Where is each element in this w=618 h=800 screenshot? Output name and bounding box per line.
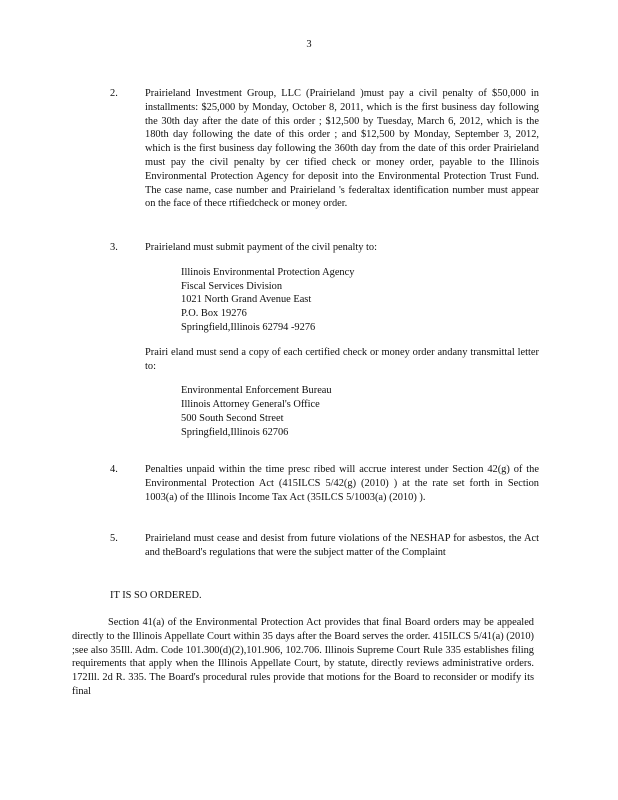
page-number: 3 — [306, 39, 312, 50]
address-line: Illinois Environmental Protection Agency — [181, 266, 355, 278]
bureau-address — [181, 384, 539, 439]
address-line: Illinois Attorney General's Office — [181, 399, 320, 411]
address-line: 1021 North Grand Avenue East — [181, 294, 312, 306]
agency-address — [181, 266, 539, 335]
item-text: Prairieland must cease and desist from future violations of the NESHAP for asbestos, the Act and theBoard's regulations that were the subject matter of the Complaint — [145, 533, 539, 558]
item-number: 5. — [110, 533, 118, 544]
address-line: Springfield,Illinois 62794 -9276 — [181, 321, 316, 333]
address-line: Springfield,Illinois 62706 — [181, 426, 289, 438]
item-number: 2. — [110, 88, 118, 99]
item-text: Penalties unpaid within the time presc ribed will accrue interest under Section 42(g) of the Environmental Protection Act (415ILCS 5/42(g) (2010) ) at the rate set forth in Section 1003(a) of the Illinois Income Tax Act (35ILCS 5/1003(a) (2010) ). — [145, 464, 539, 503]
address-line: 500 South Second Street — [181, 412, 284, 424]
closing-paragraph-block — [72, 616, 534, 699]
address-line: Environmental Enforcement Bureau — [181, 385, 332, 397]
closing-paragraph: Section 41(a) of the Environmental Protection Act provides that final Board orders may be appealed directly to the Illinois Appellate Court within 35 days after the Board serves the order. 415ILCS 5/41(a) (2010) ;see also 35Ill. Adm. Code 101.300(d)(2),101.906, 102.706. Illinois Supreme Court Rule 335 establishes filing requirements that apply when the Illinois Appellate Court, by statute, directly reviews administrative orders. 172Ill. 2d R. 335. The Board's procedural rules provide that motions for the Board to reconsider or modify its final — [72, 617, 534, 697]
address-line: Fiscal Services Division — [181, 280, 283, 292]
item-middle-text: Prairi eland must send a copy of each certified check or money order andany transmittal letter to: — [145, 346, 539, 372]
so-ordered-heading: IT IS SO ORDERED. — [110, 590, 202, 601]
address-line: P.O. Box 19276 — [181, 308, 247, 320]
item-number: 3. — [110, 242, 118, 253]
item-text: Prairieland Investment Group, LLC (Prairieland )must pay a civil penalty of $50,000 in installments: $25,000 by Monday, October 8, 2011, which is the first business day following the 30th day after the date of this order ; $12,500 by Tuesday, March 6, 2012, which is the 180th day following the date of this order ; and $12,500 by Monday, September 3, 2012, which is the first business day following the 360th day from the date of this order Prairieland must pay the civil penalty by cer tified check or money order, payable to the Illinois Environmental Protection Agency for deposit into the Environmental Protection Trust Fund. The case name, case number and Prairieland 's federaltax identification number must appear on the face of thece rtifiedcheck or money order. — [145, 88, 539, 210]
item-intro: Prairieland must submit payment of the civil penalty to: — [145, 242, 378, 253]
item-number: 4. — [110, 464, 118, 475]
